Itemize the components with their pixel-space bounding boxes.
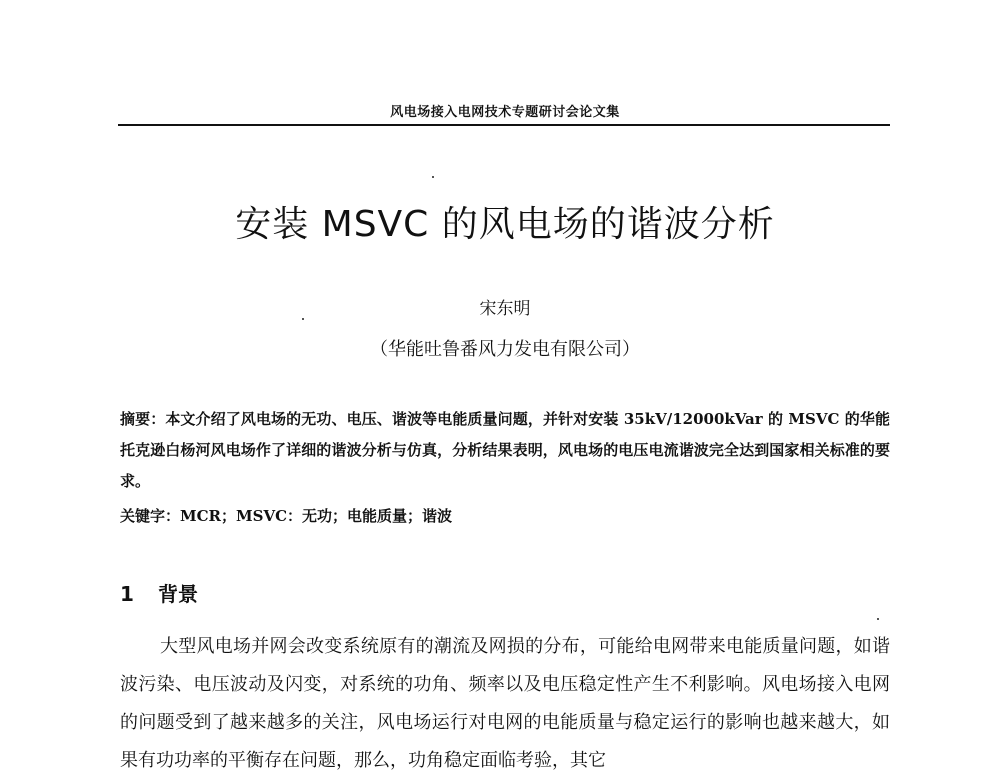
scan-speck (877, 618, 879, 620)
header-rule (118, 124, 890, 126)
keywords: 关键字：MCR；MSVC：无功；电能质量；谐波 (120, 507, 453, 525)
scan-speck (432, 176, 434, 178)
paper-title: 安装 MSVC 的风电场的谐波分析 (235, 204, 775, 245)
section-title: 背景 (158, 582, 198, 606)
running-header: 风电场接入电网技术专题研讨会论文集 (390, 105, 620, 120)
section-paragraph: 大型风电场并网会改变系统原有的潮流及网损的分布，可能给电网带来电能质量问题，如谐波污染、电压波动及闪变，对系统的功角、频率以及电压稳定性产生不利影响。风电场接入电网的问题受到了越来越多的关注，风电场运行对电网的电能质量与稳定运行的影响也越来越大，如果有功功率的平衡存在问题，那么，功角稳定面临考验，其它 (120, 636, 890, 771)
author-affiliation: （华能吐鲁番风力发电有限公司） (370, 339, 640, 360)
author-name: 宋东明 (479, 299, 531, 319)
section-heading (120, 578, 198, 607)
section-number: 1 (120, 582, 134, 606)
abstract: 摘要：本文介绍了风电场的无功、电压、谐波等电能质量问题，并针对安装 35kV/12000kVar 的 MSVC 的华能托克逊白杨河风电场作了详细的谐波分析与仿真，分析结果表明，风电场的电压电流谐波完全达到国家相关标准的要求。 (120, 410, 890, 490)
